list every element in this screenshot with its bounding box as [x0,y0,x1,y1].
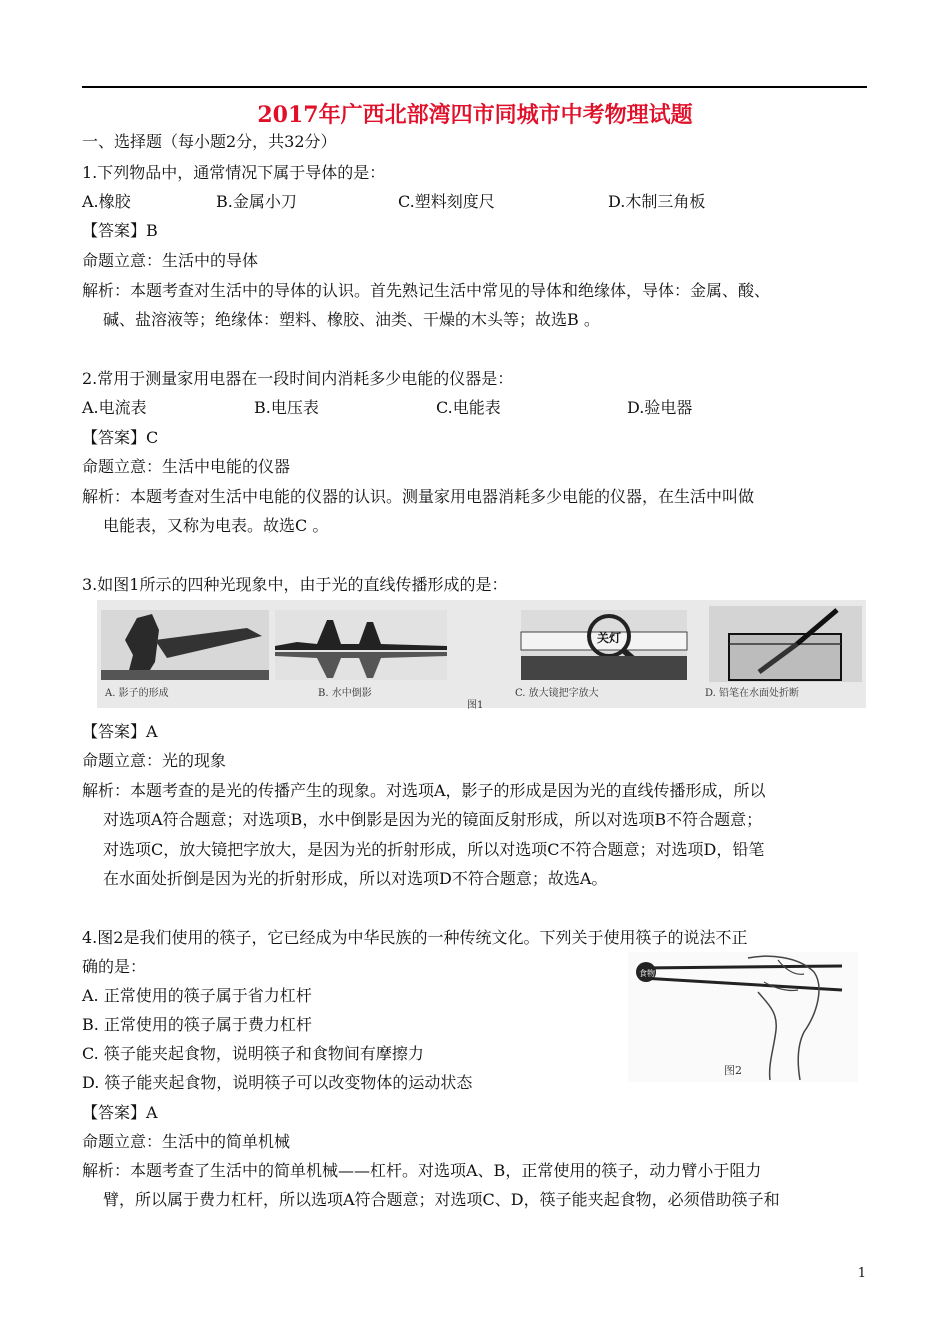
q1-stem: 1.下列物品中，通常情况下属于导体的是： [82,163,386,182]
figure-1-caption-b: B. 水中倒影 [318,688,372,699]
q1-answer: 【答案】B [82,221,158,240]
q3-answer: 【答案】A [82,722,158,741]
q3-stem: 3.如图1所示的四种光现象中，由于光的直线传播形成的是： [82,575,508,594]
page-number: 1 [857,1266,866,1281]
q2-answer: 【答案】C [82,428,159,447]
q4-option-c: C. 筷子能夹起食物，说明筷子和食物间有摩擦力 [82,1044,424,1063]
figure-1 [97,600,866,711]
q1-analysis-line: 解析：本题考查对生活中的导体的认识。首先熟记生活中常见的导体和绝缘体，导体：金属、酸、 [82,281,771,300]
q1-option-a: A.橡胶 [82,192,131,211]
panel-b-reflection-image [275,610,447,680]
header-rule [82,86,867,88]
q1-option-c: C.塑料刻度尺 [398,192,495,211]
figure-1-caption-c: C. 放大镜把字放大 [515,688,599,699]
q2-option-b: B.电压表 [254,398,319,417]
q3-analysis-line: 对选项A符合题意；对选项B，水中倒影是因为光的镜面反射形成，所以对选项B不符合题意； [103,810,763,829]
q1-analysis-line: 碱、盐溶液等；绝缘体：塑料、橡胶、油类、干燥的木头等；故选B 。 [103,310,600,329]
q2-option-c: C.电能表 [436,398,501,417]
figure-1-caption-a: A. 影子的形成 [105,688,169,699]
section-heading: 一、选择题（每小题2分，共32分） [82,132,337,151]
figure-2 [628,952,858,1082]
q1-option-b: B.金属小刀 [216,192,297,211]
q4-intent: 命题立意：生活中的简单机械 [82,1132,291,1151]
figure-2-label: 图2 [724,1064,742,1077]
figure-1-caption-d: D. 铅笔在水面处折断 [705,688,800,699]
q3-intent: 命题立意：光的现象 [82,751,227,770]
food-label: 食物 [639,969,655,978]
q4-analysis-line: 臂，所以属于费力杠杆，所以选项A符合题意；对选项C、D，筷子能夹起食物，必须借助筷子和 [103,1190,780,1209]
panel-c-magnifier-image [521,610,687,680]
q4-option-d: D. 筷子能夹起食物，说明筷子可以改变物体的运动状态 [82,1073,473,1092]
panel-a-shadow-image [101,610,269,680]
figure-1-label: 图1 [467,700,484,711]
q4-option-b: B. 正常使用的筷子属于费力杠杆 [82,1015,312,1034]
q1-option-d: D.木制三角板 [608,192,706,211]
q3-analysis-line: 在水面处折倒是因为光的折射形成，所以对选项D不符合题意；故选A。 [103,869,608,888]
q4-answer: 【答案】A [82,1103,158,1122]
page-title: 2017年广西北部湾四市同城市中考物理试题 [257,102,693,128]
q4-option-a: A. 正常使用的筷子属于省力杠杆 [82,986,312,1005]
q2-intent: 命题立意：生活中电能的仪器 [82,457,291,476]
q4-stem-line: 4.图2是我们使用的筷子，它已经成为中华民族的一种传统文化。下列关于使用筷子的说法不正 [82,928,748,947]
q2-analysis-line: 电能表，又称为电表。故选C 。 [103,516,329,535]
figure-2-chopsticks-drawing [628,952,858,1082]
q4-analysis-line: 解析：本题考查了生活中的简单机械——杠杆。对选项A、B，正常使用的筷子，动力臂小于阻力 [82,1161,762,1180]
q3-analysis-line: 对选项C，放大镜把字放大，是因为光的折射形成，所以对选项C不符合题意；对选项D，铅笔 [103,840,765,859]
q3-analysis-line: 解析：本题考查的是光的传播产生的现象。对选项A，影子的形成是因为光的直线传播形成，所以 [82,781,766,800]
q2-option-d: D.验电器 [627,398,693,417]
sign-text: 关灯 [597,631,622,645]
q4-stem-line: 确的是： [82,957,147,976]
q2-stem: 2.常用于测量家用电器在一段时间内消耗多少电能的仪器是： [82,369,514,388]
panel-d-pencil-image [709,606,862,682]
q1-intent: 命题立意：生活中的导体 [82,251,259,270]
q2-analysis-line: 解析：本题考查对生活中电能的仪器的认识。测量家用电器消耗多少电能的仪器，在生活中叫做 [82,487,755,506]
q2-option-a: A.电流表 [82,398,147,417]
